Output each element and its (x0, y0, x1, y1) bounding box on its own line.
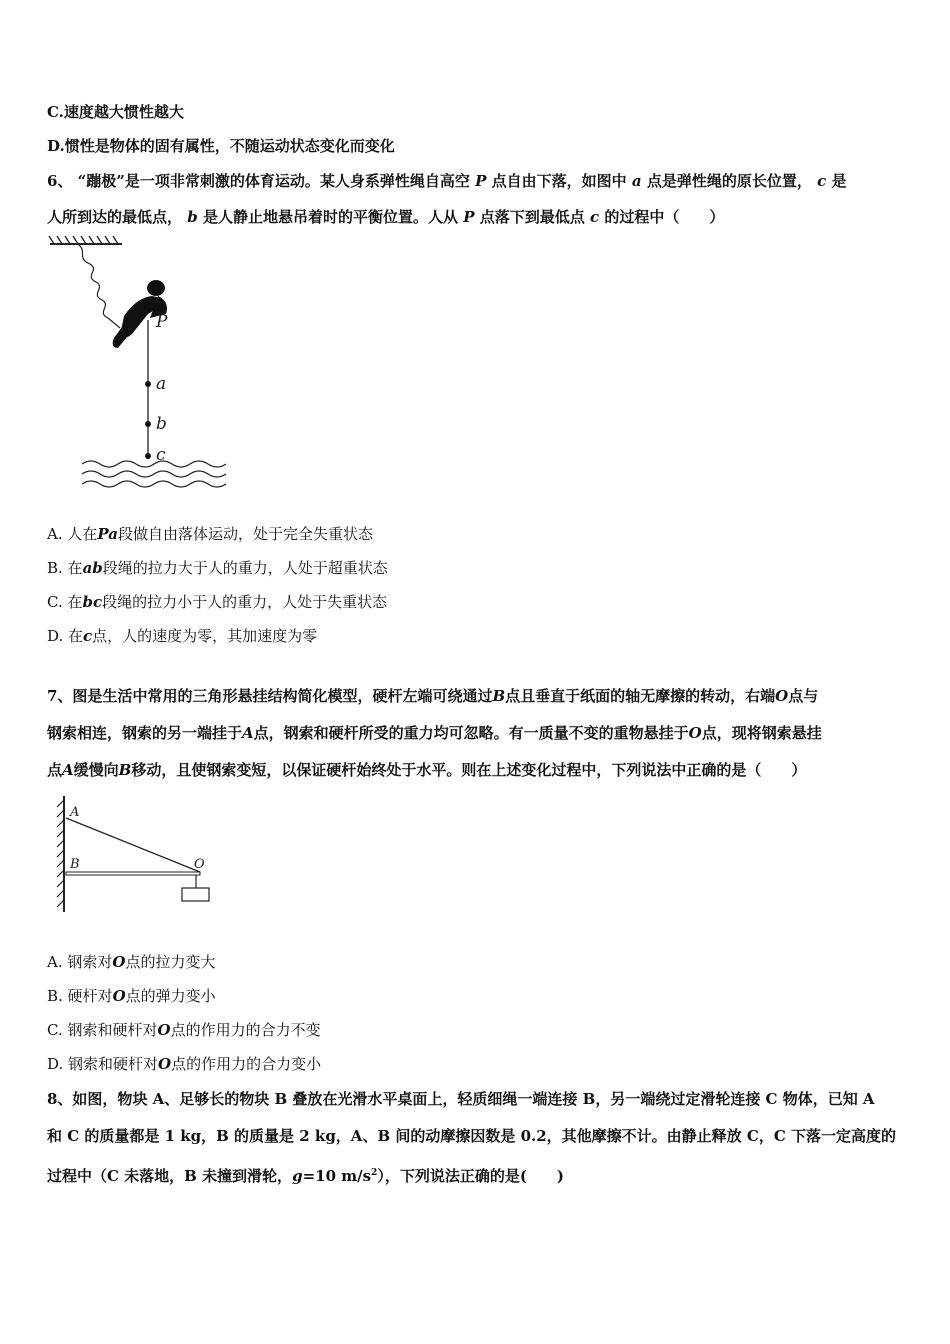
water-waves (82, 461, 226, 487)
label-b: b (156, 414, 167, 434)
q6-option-text: D. 在 (47, 627, 84, 645)
q6-stem-line1 (47, 171, 847, 191)
wall-hatch (57, 800, 64, 907)
label-A: A (70, 805, 80, 820)
q7-option-text: A. 钢索对 (47, 953, 113, 971)
label-B: B (70, 857, 80, 872)
q7-stem-line3 (47, 760, 806, 780)
q5-option-d: D.惯性是物体的固有属性，不随运动状态变化而变化 (47, 137, 395, 155)
q6-sym: c (817, 172, 827, 190)
q6-text: 是 (831, 172, 847, 190)
q8-stem-line1: 8、如图，物块 A、足够长的物块 B 叠放在光滑水平桌面上，轻质细绳一端连接 B，另一端绕过定滑轮连接 C 物体，已知 A (47, 1090, 875, 1108)
q7-text: 7、图是生活中常用的三角形悬挂结构简化模型，硬杆左端可绕通过 (47, 687, 493, 705)
q7-text: 点，钢索和硬杆所受的重力均可忽略。有一质量不变的重物悬挂于 (253, 724, 689, 742)
q6-option-text: 段做自由落体运动，处于完全失重状态 (117, 525, 373, 543)
label-a: a (156, 374, 167, 394)
q7-option-text: 点的作用力的合力不变 (170, 1021, 321, 1039)
q6-sym: c (83, 627, 93, 645)
q7-sym: O (112, 987, 126, 1005)
q7-sym: O (688, 724, 702, 742)
ceiling-hatch (49, 236, 118, 244)
q6-bungee-figure (40, 236, 240, 496)
q6-option-text: B. 在 (47, 559, 83, 577)
q7-sym: B (118, 761, 132, 779)
q7-text: 钢索相连，钢索的另一端挂于 (47, 724, 243, 742)
q6-sym: P (463, 208, 475, 226)
q6-text: 的过程中（ ） (604, 208, 725, 226)
q7-option-d (47, 1054, 321, 1074)
q6-sym: a (631, 172, 642, 190)
q6-option-b (47, 558, 388, 578)
q6-text: 点自由下落，如图中 (491, 172, 627, 190)
q7-sym: A (62, 761, 74, 779)
q6-option-text: 点，人的速度为零，其加速度为零 (92, 627, 318, 645)
q6-option-text: 段绳的拉力小于人的重力，人处于失重状态 (102, 593, 388, 611)
q7-option-text: 点的作用力的合力变小 (171, 1055, 322, 1073)
q6-option-c (47, 592, 387, 612)
q7-sym: A (242, 724, 254, 742)
rigid-rod (66, 872, 200, 875)
q7-option-text: 点的拉力变大 (125, 953, 216, 971)
q6-stem-line2 (47, 207, 724, 227)
q7-text: 移动，且使钢索变短，以保证硬杆始终处于水平。则在上述变化过程中，下列说法中正确的是（ ） (131, 761, 807, 779)
hanging-weight (182, 888, 209, 901)
label-P: P (156, 312, 168, 332)
q6-sym: Pa (97, 525, 118, 543)
q6-option-d (47, 626, 317, 646)
q6-sym: b (187, 208, 198, 226)
q7-stem-line1 (47, 686, 818, 706)
q7-option-b (47, 986, 216, 1006)
q7-text: 点且垂直于纸面的轴无摩擦的转动，右端 (505, 687, 776, 705)
q6-sym: c (590, 208, 600, 226)
q7-option-c (47, 1020, 321, 1040)
q7-stem-line2 (47, 723, 822, 743)
q7-option-text: D. 钢索和硬杆对 (47, 1055, 159, 1073)
q6-option-text: C. 在 (47, 593, 83, 611)
q6-option-a (47, 524, 373, 544)
q6-sym: P (475, 172, 487, 190)
q7-sym: O (157, 1021, 171, 1039)
q8-sym: g (292, 1167, 303, 1185)
q7-text: 点与 (788, 687, 819, 705)
q7-text: 点，现将钢索悬挂 (701, 724, 822, 742)
elastic-cord (78, 244, 120, 328)
q6-text: 人所到达的最低点， (47, 208, 183, 226)
q7-text: 点 (47, 761, 63, 779)
q6-text: 是人静止地悬吊着时的平衡位置。人从 (202, 208, 458, 226)
q7-triangle-figure (52, 794, 222, 918)
q8-stem-line3 (47, 1163, 564, 1186)
q7-option-text: B. 硬杆对 (47, 987, 113, 1005)
steel-cable (66, 818, 200, 872)
q8-stem-line2: 和 C 的质量都是 1 kg，B 的质量是 2 kg，A、B 间的动摩擦因数是 0.2，其他摩擦不计。由静止释放 C，C 下落一定高度的 (47, 1127, 896, 1145)
q7-text: 缓慢向 (73, 761, 119, 779)
q6-sym: bc (82, 593, 103, 611)
q6-option-text: A. 人在 (47, 525, 98, 543)
q7-sym: B (492, 687, 506, 705)
q7-option-text: C. 钢索和硬杆对 (47, 1021, 158, 1039)
q7-sym: O (775, 687, 789, 705)
q7-option-text: 点的弹力变小 (125, 987, 216, 1005)
q6-text: 点落下到最低点 (479, 208, 585, 226)
q5-option-c: C.速度越大惯性越大 (47, 103, 184, 121)
label-O: O (194, 857, 205, 872)
q8-text: ），下列说法正确的是( ) (377, 1167, 565, 1185)
q8-superscript: 2 (371, 1168, 378, 1178)
q7-sym: O (112, 953, 126, 971)
label-c: c (156, 445, 166, 465)
q6-option-text: 段绳的拉力大于人的重力，人处于超重状态 (102, 559, 388, 577)
q6-text: 点是弹性绳的原长位置， (646, 172, 812, 190)
q8-text: =10 m/s (302, 1167, 372, 1185)
q6-sym: ab (82, 559, 103, 577)
q8-text: 过程中（C 未落地，B 未撞到滑轮， (47, 1167, 293, 1185)
q7-option-a (47, 952, 215, 972)
q6-text: 6、 “蹦极”是一项非常刺激的体育运动。某人身系弹性绳自高空 (47, 172, 470, 190)
q7-sym: O (158, 1055, 172, 1073)
